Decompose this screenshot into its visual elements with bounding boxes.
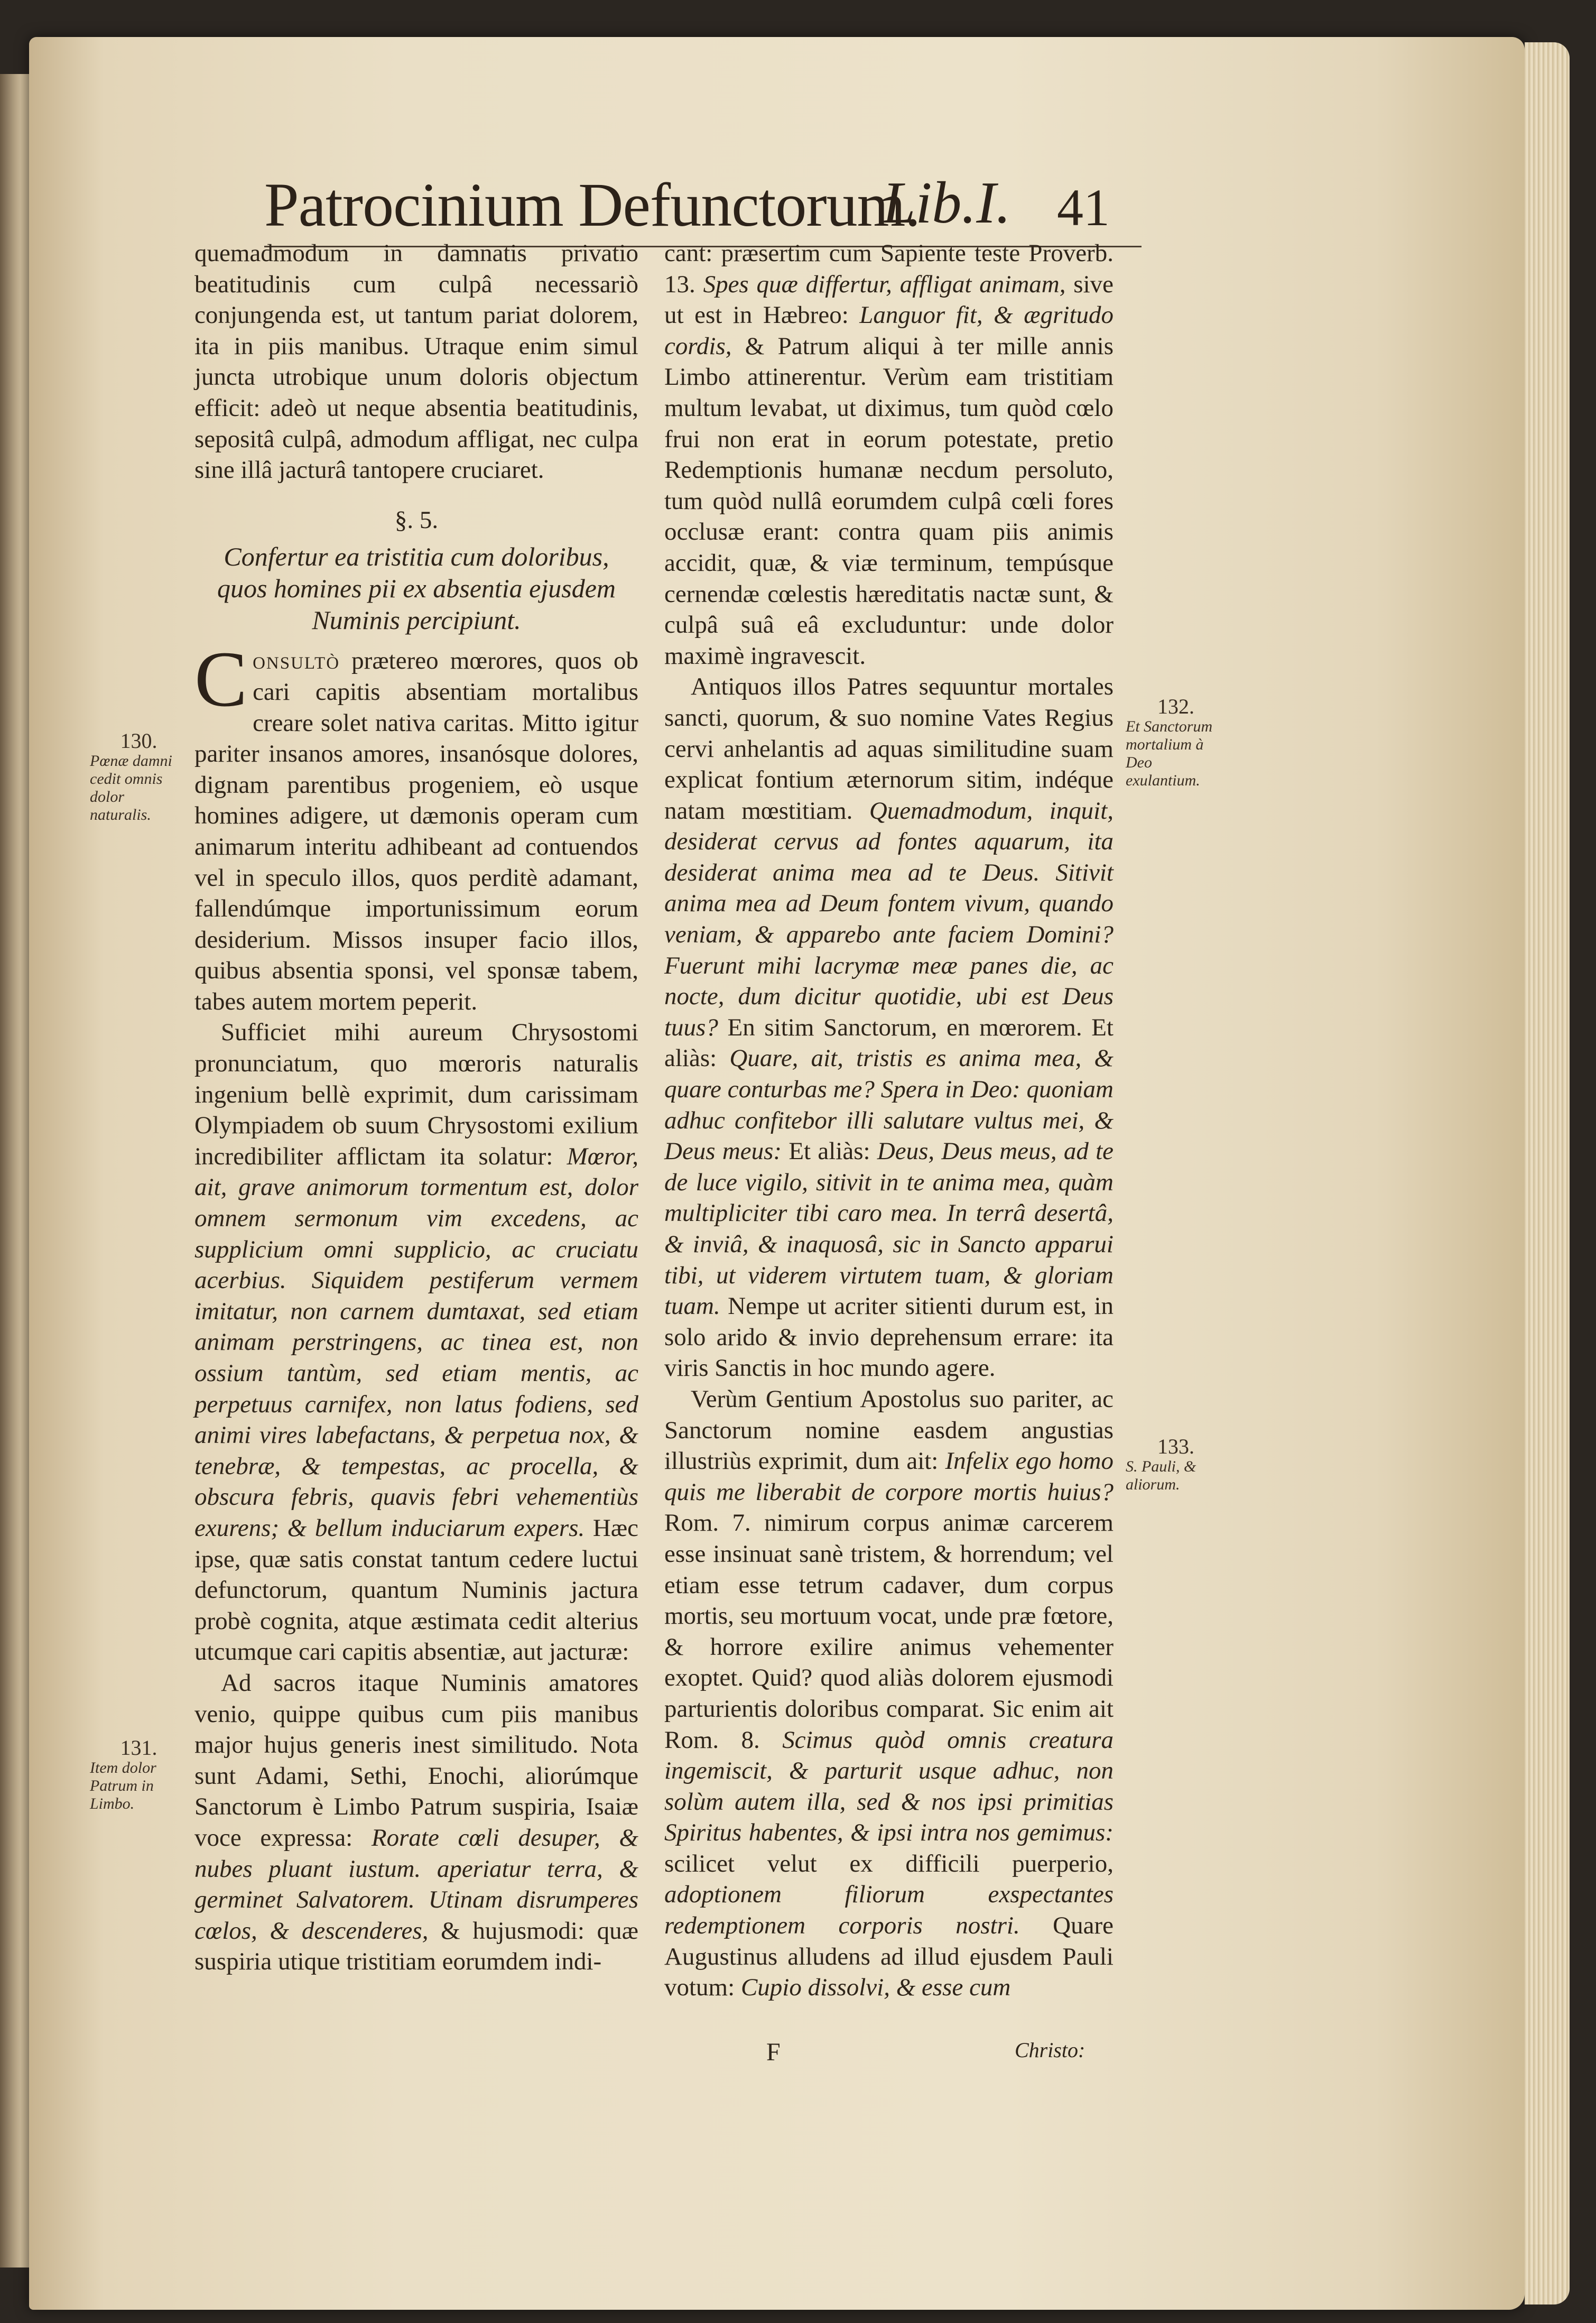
paragraph-text: cant: præsertim cum Sapiente teste Proverb. 13. [664, 239, 1114, 298]
quotation: Quemadmodum, inquit, desiderat cervus ad fontes aquarum, ita desiderat anima mea ad te Deus. Sitivit anima mea ad Deum fontem vivum, quando veniam, & apparebo ante faciem Domini? Fuerunt mihi lacrymæ meæ panes die, ac nocte, dum dicitur quotidie, ubi est Deus tuus? [664, 797, 1114, 1041]
running-header [264, 166, 1142, 247]
margin-note-text: Et Sanctorum mortalium à Deo exulantium. [1126, 718, 1213, 789]
margin-note-133 [1126, 1434, 1226, 1494]
paragraph-text: & Patrum aliqui à ter mille annis Limbo attinerentur. Verùm eam tristitiam multum levabat, ut diximus, tum quòd cœlo frui non erat in eorum potestate, pretio Redemptionis humanæ necdum persoluto, tum quòd nullâ eorumdem culpâ cœli fores occlusæ erant: contra quam piis animis accidit, quæ, & viæ terminum, tempúsque cernendæ cœlestis hæreditatis nactæ sunt, & culpâ suâ eâ excluduntur: unde dolor maximè ingravescit. [664, 332, 1114, 670]
quotation: Scimus quòd omnis creatura ingemiscit, & parturit usque adhuc, non solùm autem illa, sed & nos ipsi primitias Spiritus habentes, & ipsi intra nos gemimus: [664, 1726, 1114, 1847]
page-stack-edge [1525, 42, 1570, 2305]
margin-note-number: 130. [120, 729, 157, 753]
page-number: 41 [1057, 178, 1110, 237]
quotation: Mœror, ait, grave animorum tormentum est, dolor omnem sermonum vim excedens, ac supplicium omni supplicio, ac cruciatu acerbius. Siquidem pestiferum vermem imitatur, non carnem dumtaxat, sed etiam animam perstringens, ac tinea est, non ossium tantùm, sed etiam mentis, ac perpetuus carnifex, non latus fodiens, sed animi vires labefactans, & perpetua nox, & tenebræ, & tempestas, ac procella, & obscura febris, quavis febri vehementiùs exurens; & bellum induciarum expers. [194, 1142, 638, 1542]
paragraph-text: Verùm Gentium Apostolus suo pariter, ac Sanctorum nomine easdem angustias illustriùs exprimit, dum ait: [664, 1385, 1114, 1475]
paragraph-text: Ad sacros itaque Numinis amatores venio, quippe quibus cum piis manibus major hujus generis inest similitudo. Nota sunt Adami, Sethi, Enochi, aliorúmque Sanctorum è Limbo Patrum suspiria, Isaiæ voce expressa: [194, 1669, 638, 1852]
margin-note-number: 131. [120, 1736, 157, 1760]
left-column [194, 238, 638, 1977]
book-number: Lib.I. [883, 170, 1011, 236]
paragraph-chrysostom [194, 1017, 638, 1667]
quotation: Quare, ait, tristis es anima mea, & quare conturbas me? Spera in Deo: quoniam adhuc confitebor illi salutare vultus mei, & Deus meus: [664, 1044, 1114, 1165]
paragraph-text: Antiquos illos Patres sequuntur mortales sancti, quorum, & suo nomine Vates Regius cervi anhelantis ad aquas similitudine suam explicat fontium æternorum sitim, indéque natam mœstitiam. [664, 673, 1114, 825]
signature-mark: F [766, 2038, 781, 2066]
paragraph-text: Nempe ut acriter sitienti durum est, in solo arido & invio deprehensum errare: ita viris Sanctis in hoc mundo agere. [664, 1292, 1114, 1382]
smallcaps-word: onsultò [253, 647, 340, 675]
margin-note-130 [90, 729, 188, 824]
paragraph-text: sive ut est in Hæbreo: [664, 270, 1114, 329]
paragraph-text: Et aliàs: [782, 1137, 877, 1165]
paragraph-text: En sitim Sanctorum, en mœrorem. Et aliàs: [664, 1013, 1114, 1072]
paragraph-antiquos [664, 671, 1114, 1384]
catchword: Christo: [1015, 2038, 1085, 2062]
margin-note-number: 132. [1157, 695, 1194, 718]
paragraph-text: Sufficiet mihi aureum Chrysostomi pronunciatum, quo mœroris naturalis ingenium bellè exprimit, dum carissimam Olympiadem ob suum Chrysostomi exilium incredibiliter afflictam ita solatur: [194, 1019, 638, 1170]
paragraph-sacros [194, 1668, 638, 1977]
margin-note-131 [90, 1736, 188, 1813]
quotation: Deus, Deus meus, ad te de luce vigilo, sitivit in te anima mea, quàm multipliciter tibi caro mea. In terrâ desertâ, & inviâ, & inaquosâ, sic in Sancto apparui tibi, ut viderem virtutem tuam, & gloriam tuam. [664, 1137, 1114, 1320]
margin-note-text: S. Pauli, & aliorum. [1126, 1458, 1196, 1493]
paragraph-continuation: quemadmodum in damnatis privatio beatitudinis cum culpâ necessariò conjungenda est, ut tantum pariat dolorem, ita in piis manibus. Utraque enim simul juncta utrobique unum doloris objectum efficit: adeò ut neque absentia beatitudinis, sepositâ culpâ, admodum affligat, nec culpa sine illâ jacturâ tantopere cruciaret. [194, 239, 638, 484]
quotation: Infelix ego homo quis me liberabit de corpore mortis huius? [664, 1447, 1114, 1506]
margin-note-text: Pœnæ damni cedit omnis dolor naturalis. [90, 752, 172, 823]
section-mark: §. 5. [394, 506, 439, 534]
paragraph-text: & hujusmodi: quæ suspiria utique tristitiam eorumdem indi- [194, 1917, 638, 1976]
margin-note-number: 133. [1157, 1434, 1194, 1458]
margin-note-text: Item dolor Patrum in Limbo. [90, 1759, 156, 1812]
paragraph-consulto [194, 635, 638, 1017]
drop-cap: C [194, 635, 248, 724]
section-heading: Confertur ea tristitia cum doloribus, quos homines pii ex absentia ejusdem Numinis percipiunt. [217, 542, 616, 635]
paragraph-text: Hæc ipse, quæ satis constat tantum cedere luctui defunctorum, quantum Numinis jactura probè cognita, atque æstimata cedit alterius utcumque cari capitis absentiæ, aut jacturæ: [194, 1514, 639, 1666]
quotation: Languor fit, & ægritudo cordis, [664, 301, 1114, 360]
running-title: Patrocinium Defunctorum. [264, 170, 920, 239]
paragraph-continuation [664, 238, 1114, 671]
paragraph-text: prætereo mœrores, quos ob cari capitis absentiam mortalibus creare solet nativa caritas. Mitto igitur pariter insanos amores, insanósque dolores, dignam parentibus progeniem, eò usque homines adigere, ut dæmonis operam cum animarum interitu adhibeant ad contuendos vel in speculo illos, quos perditè adamant, fallendúmque importunissimum eorum desiderium. Missos insuper facio illos, quibus absentia sponsi, vel sponsæ tabem, tabes autem mortem peperit. [194, 647, 638, 1015]
quotation: Cupio dissolvi, & esse cum [740, 1974, 1011, 2002]
paragraph-text: Quare Augustinus alludens ad illud ejusdem Pauli votum: [664, 1912, 1114, 2002]
right-column [664, 238, 1114, 2003]
quotation: adoptionem filiorum exspectantes redemptionem corporis nostri. [664, 1881, 1114, 1940]
margin-note-132 [1126, 695, 1226, 790]
paragraph-text: scilicet velut ex difficili puerperio, [664, 1849, 1114, 1877]
quotation: Spes quæ differtur, affligat animam, [703, 270, 1066, 298]
quotation: Rorate cœli desuper, & nubes pluant iustum. aperiatur terra, & germinet Salvatorem. Utinam disrumperes cœlos, & descenderes, [194, 1824, 638, 1945]
paragraph-verum [664, 1384, 1114, 2003]
paragraph-text: Rom. 7. nimirum corpus animæ carcerem esse insinuat sanè tristem, & horrendum; vel etiam esse tetrum cadaver, dum corpus mortis, seu mortuum vocat, unde præ fœtore, & horrore exilire animus vehementer exoptet. Quid? quod aliàs dolorem ejusmodi parturientis doloribus comparat. Sic enim ait Rom. 8. [664, 1509, 1114, 1754]
